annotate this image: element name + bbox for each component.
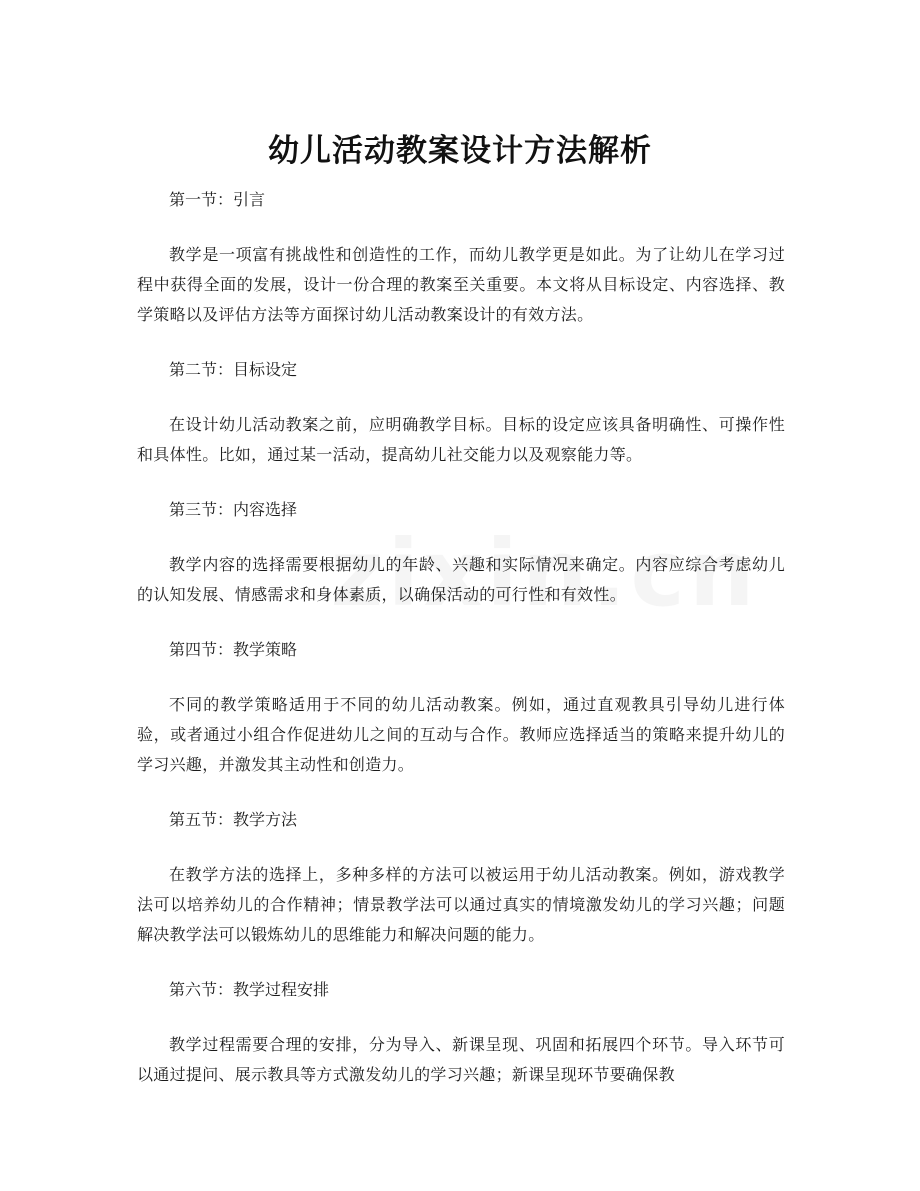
section-goal-setting [137, 354, 785, 470]
document-body [137, 184, 785, 1114]
section-paragraph: 不同的教学策略适用于不同的幼儿活动教案。例如，通过直观教具引导幼儿进行体验，或者通过小组合作促进幼儿之间的互动与合作。教师应选择适当的策略来提升幼儿的学习兴趣，并激发其主动性和创造力。 [137, 695, 785, 774]
section-heading: 第一节：引言 [169, 190, 266, 209]
section-paragraph: 在设计幼儿活动教案之前，应明确教学目标。目标的设定应该具备明确性、可操作性和具体性。比如，通过某一活动，提高幼儿社交能力以及观察能力等。 [137, 415, 785, 464]
section-heading: 第五节：教学方法 [169, 810, 298, 829]
page-title: 幼儿活动教案设计方法解析 [268, 132, 652, 169]
section-teaching-methods [137, 804, 785, 950]
section-heading: 第三节：内容选择 [169, 500, 298, 519]
section-content-selection [137, 494, 785, 610]
section-heading: 第六节：教学过程安排 [169, 980, 330, 999]
section-paragraph: 教学过程需要合理的安排，分为导入、新课呈现、巩固和拓展四个环节。导入环节可以通过提问、展示教具等方式激发幼儿的学习兴趣；新课呈现环节要确保教 [137, 1035, 785, 1084]
section-introduction [137, 184, 785, 330]
section-process-arrangement [137, 974, 785, 1090]
section-teaching-strategy [137, 634, 785, 780]
section-paragraph: 在教学方法的选择上，多种多样的方法可以被运用于幼儿活动教案。例如，游戏教学法可以培养幼儿的合作精神；情景教学法可以通过真实的情境激发幼儿的学习兴趣；问题解决教学法可以锻炼幼儿的思维能力和解决问题的能力。 [137, 865, 785, 944]
section-heading: 第二节：目标设定 [169, 360, 298, 379]
section-heading: 第四节：教学策略 [169, 640, 298, 659]
section-paragraph: 教学是一项富有挑战性和创造性的工作，而幼儿教学更是如此。为了让幼儿在学习过程中获得全面的发展，设计一份合理的教案至关重要。本文将从目标设定、内容选择、教学策略以及评估方法等方面探讨幼儿活动教案设计的有效方法。 [137, 245, 785, 324]
section-paragraph: 教学内容的选择需要根据幼儿的年龄、兴趣和实际情况来确定。内容应综合考虑幼儿的认知发展、情感需求和身体素质，以确保活动的可行性和有效性。 [137, 555, 785, 604]
